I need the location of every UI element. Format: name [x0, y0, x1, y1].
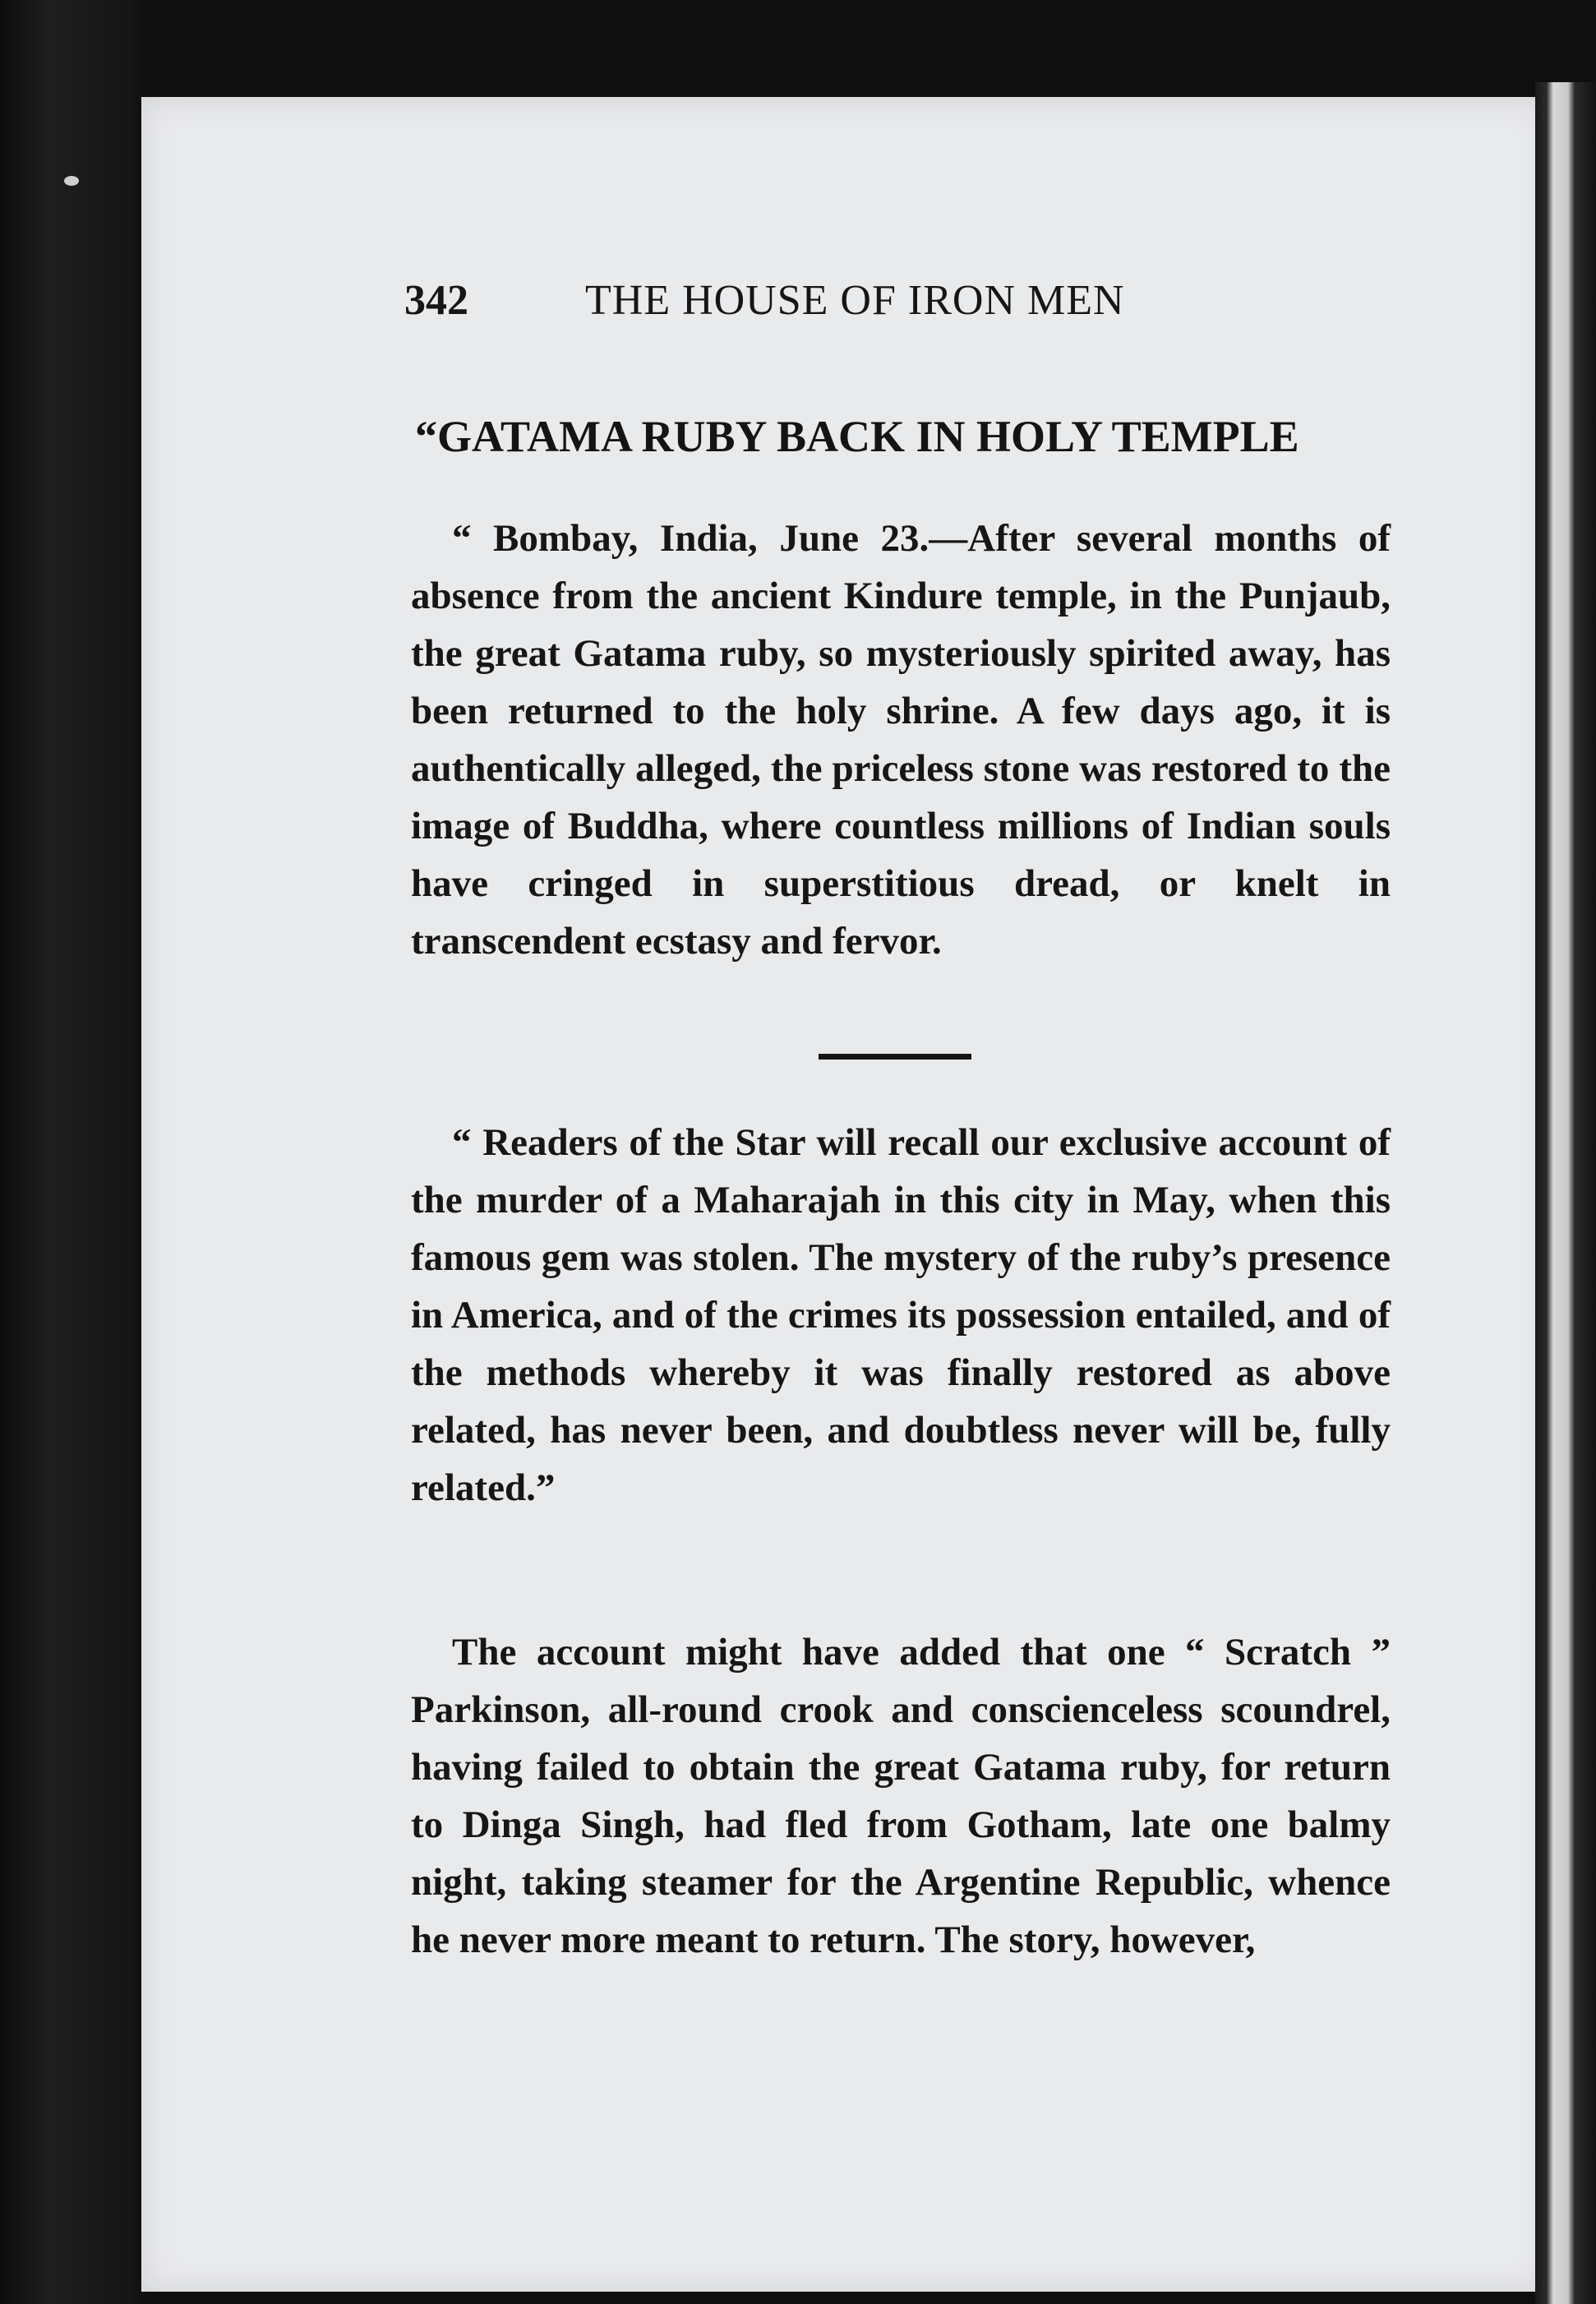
article-headline: “GATAMA RUBY BACK IN HOLY TEMPLE — [415, 412, 1299, 461]
section-divider — [819, 1054, 971, 1060]
paragraph-text: “ Bombay, India, June 23.—After several months of absence from the ancient Kindure temple, in the Punjaub, the great Gatama ruby, so mysteriously spirited away, has been returned to the holy shrine. A few days ago, it is authentically alleged, the priceless stone was restored to the image of Buddha, where countless millions of Indian souls have cringed in superstitious dread, or knelt in transcendent ecstasy and fervor. — [411, 517, 1391, 963]
paragraph-text: “ Readers of the Star will recall our exclusive account of the murder of a Maharajah in this city in May, when this famous gem was stolen. The mystery of the ruby’s presence in America, and of the crimes its possession entailed, and of the methods whereby it was finally restored as above related, has never been, and doubtless never will be, fully related.” — [411, 1121, 1391, 1509]
scan-speck — [64, 176, 79, 186]
paragraph-text: The account might have added that one “ Scratch ” Parkinson, all-round crook and conscienceless scoundrel, having failed to obtain the great Gatama ruby, for return to Dinga Singh, had fled from Gotham, late one balmy night, taking steamer for the Argentine Republic, whence he never more meant to return. The story, however, — [411, 1631, 1391, 1961]
page-header — [404, 276, 1210, 334]
page-number: 342 — [404, 277, 468, 324]
paragraph-bombay — [411, 510, 1391, 970]
page-edge-shadow — [1535, 82, 1596, 2304]
running-head: THE HOUSE OF IRON MEN — [585, 277, 1125, 324]
paragraph-readers — [411, 1114, 1391, 1517]
paragraph-account — [411, 1623, 1391, 1969]
